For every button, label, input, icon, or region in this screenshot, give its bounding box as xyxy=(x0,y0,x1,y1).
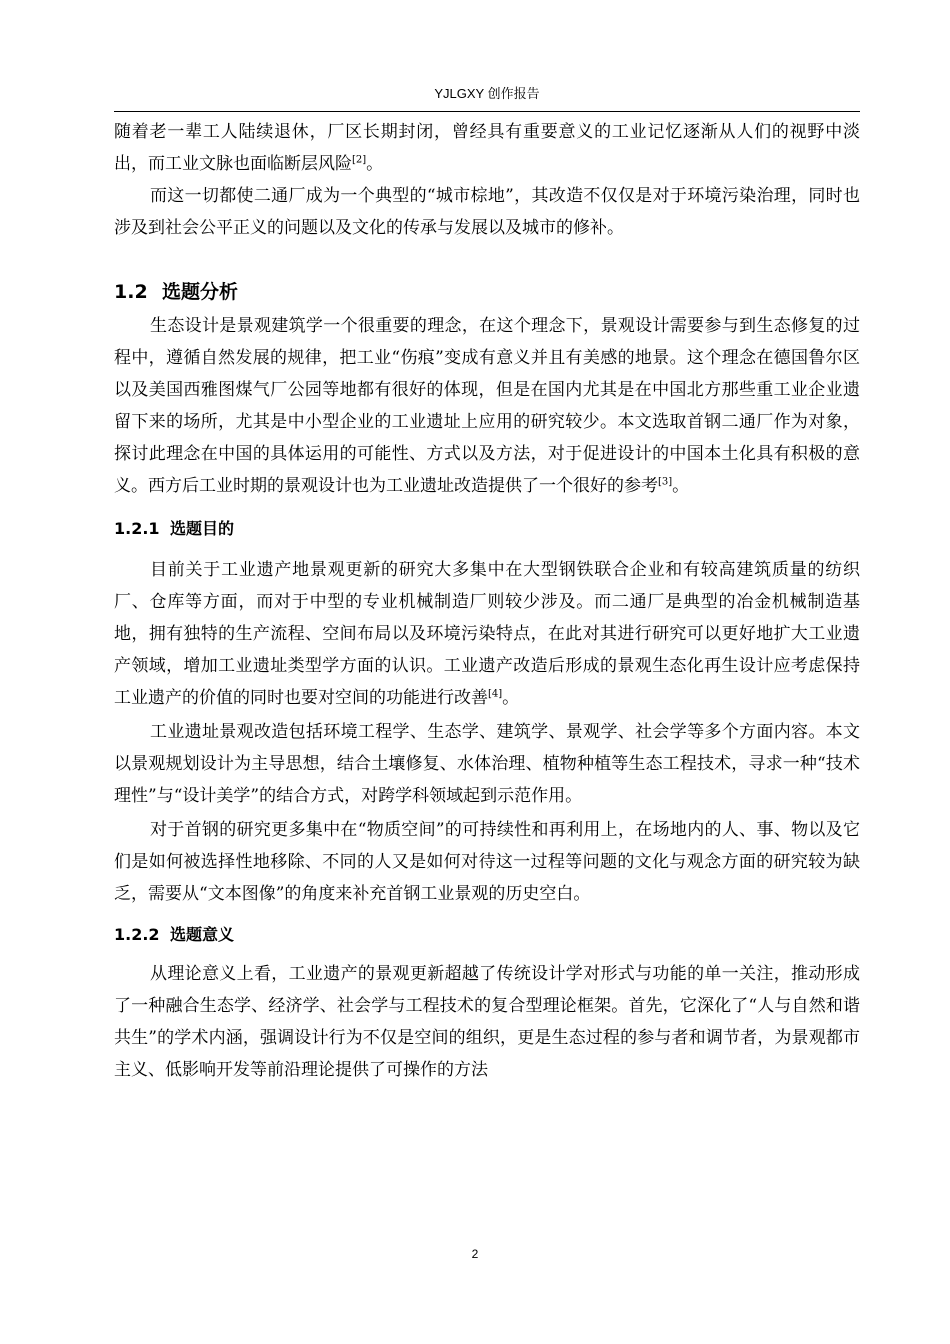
citation: [2] xyxy=(352,154,367,166)
subsection-title: 选题意义 xyxy=(170,925,235,944)
page-number: 2 xyxy=(471,1247,479,1261)
paragraph-text: 随着老一辈工人陆续退休，厂区长期封闭，曾经具有重要意义的工业记忆逐渐从人们的视野中淡出，而工业文脉也面临断层风险 xyxy=(114,122,860,174)
paragraph: 对于首钢的研究更多集中在“物质空间”的可持续性和再利用上，在场地内的人、事、物以及它们是如何被选择性地移除、不同的人又是如何对待这一过程等问题的文化与观念方面的研究较为缺乏，需要从“文本图像”的角度来补充首钢工业景观的历史空白。 xyxy=(114,820,860,904)
subsection-title: 选题目的 xyxy=(170,519,235,538)
subsection-heading xyxy=(114,922,860,948)
paragraph-text: 目前关于工业遗产地景观更新的研究大多集中在大型钢铁联合企业和有较高建筑质量的纺织厂、仓库等方面，而对于中型的专业机械制造厂则较少涉及。而二通厂是典型的冶金机械制造基地，拥有独特的生产流程、空间布局以及环境污染特点，在此对其进行研究可以更好地扩大工业遗产领域，增加工业遗址类型学方面的认识。工业遗产改造后形成的景观生态化再生设计应考虑保持工业遗产的价值的同时也要对空间的功能进行改善 xyxy=(114,560,860,708)
body-text xyxy=(114,116,860,1086)
paragraph: 工业遗址景观改造包括环境工程学、生态学、建筑学、景观学、社会学等多个方面内容。本文以景观规划设计为主导思想，结合土壤修复、水体治理、植物种植等生态工程技术，寻求一种“技术理性”与“设计美学”的结合方式，对跨学科领域起到示范作用。 xyxy=(114,722,860,806)
running-header: YJLGXY 创作报告 xyxy=(434,86,540,101)
paragraph: 而这一切都使二通厂成为一个典型的“城市棕地”，其改造不仅仅是对于环境污染治理，同时也涉及到社会公平正义的问题以及文化的传承与发展以及城市的修补。 xyxy=(114,186,860,238)
section-heading xyxy=(114,278,860,306)
paragraph xyxy=(114,554,860,714)
paragraph-text: 生态设计是景观建筑学一个很重要的理念，在这个理念下，景观设计需要参与到生态修复的过程中，遵循自然发展的规律，把工业“伤痕”变成有意义并且有美感的地景。这个理念在德国鲁尔区以及美国西雅图煤气厂公园等地都有很好的体现，但是在国内尤其是在中国北方那些重工业企业遗留下来的场所，尤其是中小型企业的工业遗址上应用的研究较少。本文选取首钢二通厂作为对象，探讨此理念在中国的具体运用的可能性、方式以及方法，对于促进设计的中国本土化具有积极的意义。西方后工业时期的景观设计也为工业遗址改造提供了一个很好的参考 xyxy=(114,316,860,496)
paragraph: 从理论意义上看，工业遗产的景观更新超越了传统设计学对形式与功能的单一关注，推动形成了一种融合生态学、经济学、社会学与工程技术的复合型理论框架。首先，它深化了“人与自然和谐共生”的学术内涵，强调设计行为不仅是空间的组织，更是生态过程的参与者和调节者，为景观都市主义、低影响开发等前沿理论提供了可操作的方法 xyxy=(114,964,860,1080)
paragraph xyxy=(114,116,860,180)
header-rule xyxy=(114,111,860,112)
paragraph xyxy=(114,310,860,502)
paragraph-tail: 。 xyxy=(502,688,520,708)
subsection-number: 1.2.1 xyxy=(114,519,160,538)
paragraph-tail: 。 xyxy=(672,476,690,496)
section-number: 1.2 xyxy=(114,281,148,303)
paragraph-tail: 。 xyxy=(366,154,384,174)
subsection-number: 1.2.2 xyxy=(114,925,160,944)
citation: [4] xyxy=(488,688,503,700)
citation: [3] xyxy=(658,476,673,488)
section-title: 选题分析 xyxy=(162,281,239,303)
subsection-heading xyxy=(114,516,860,542)
